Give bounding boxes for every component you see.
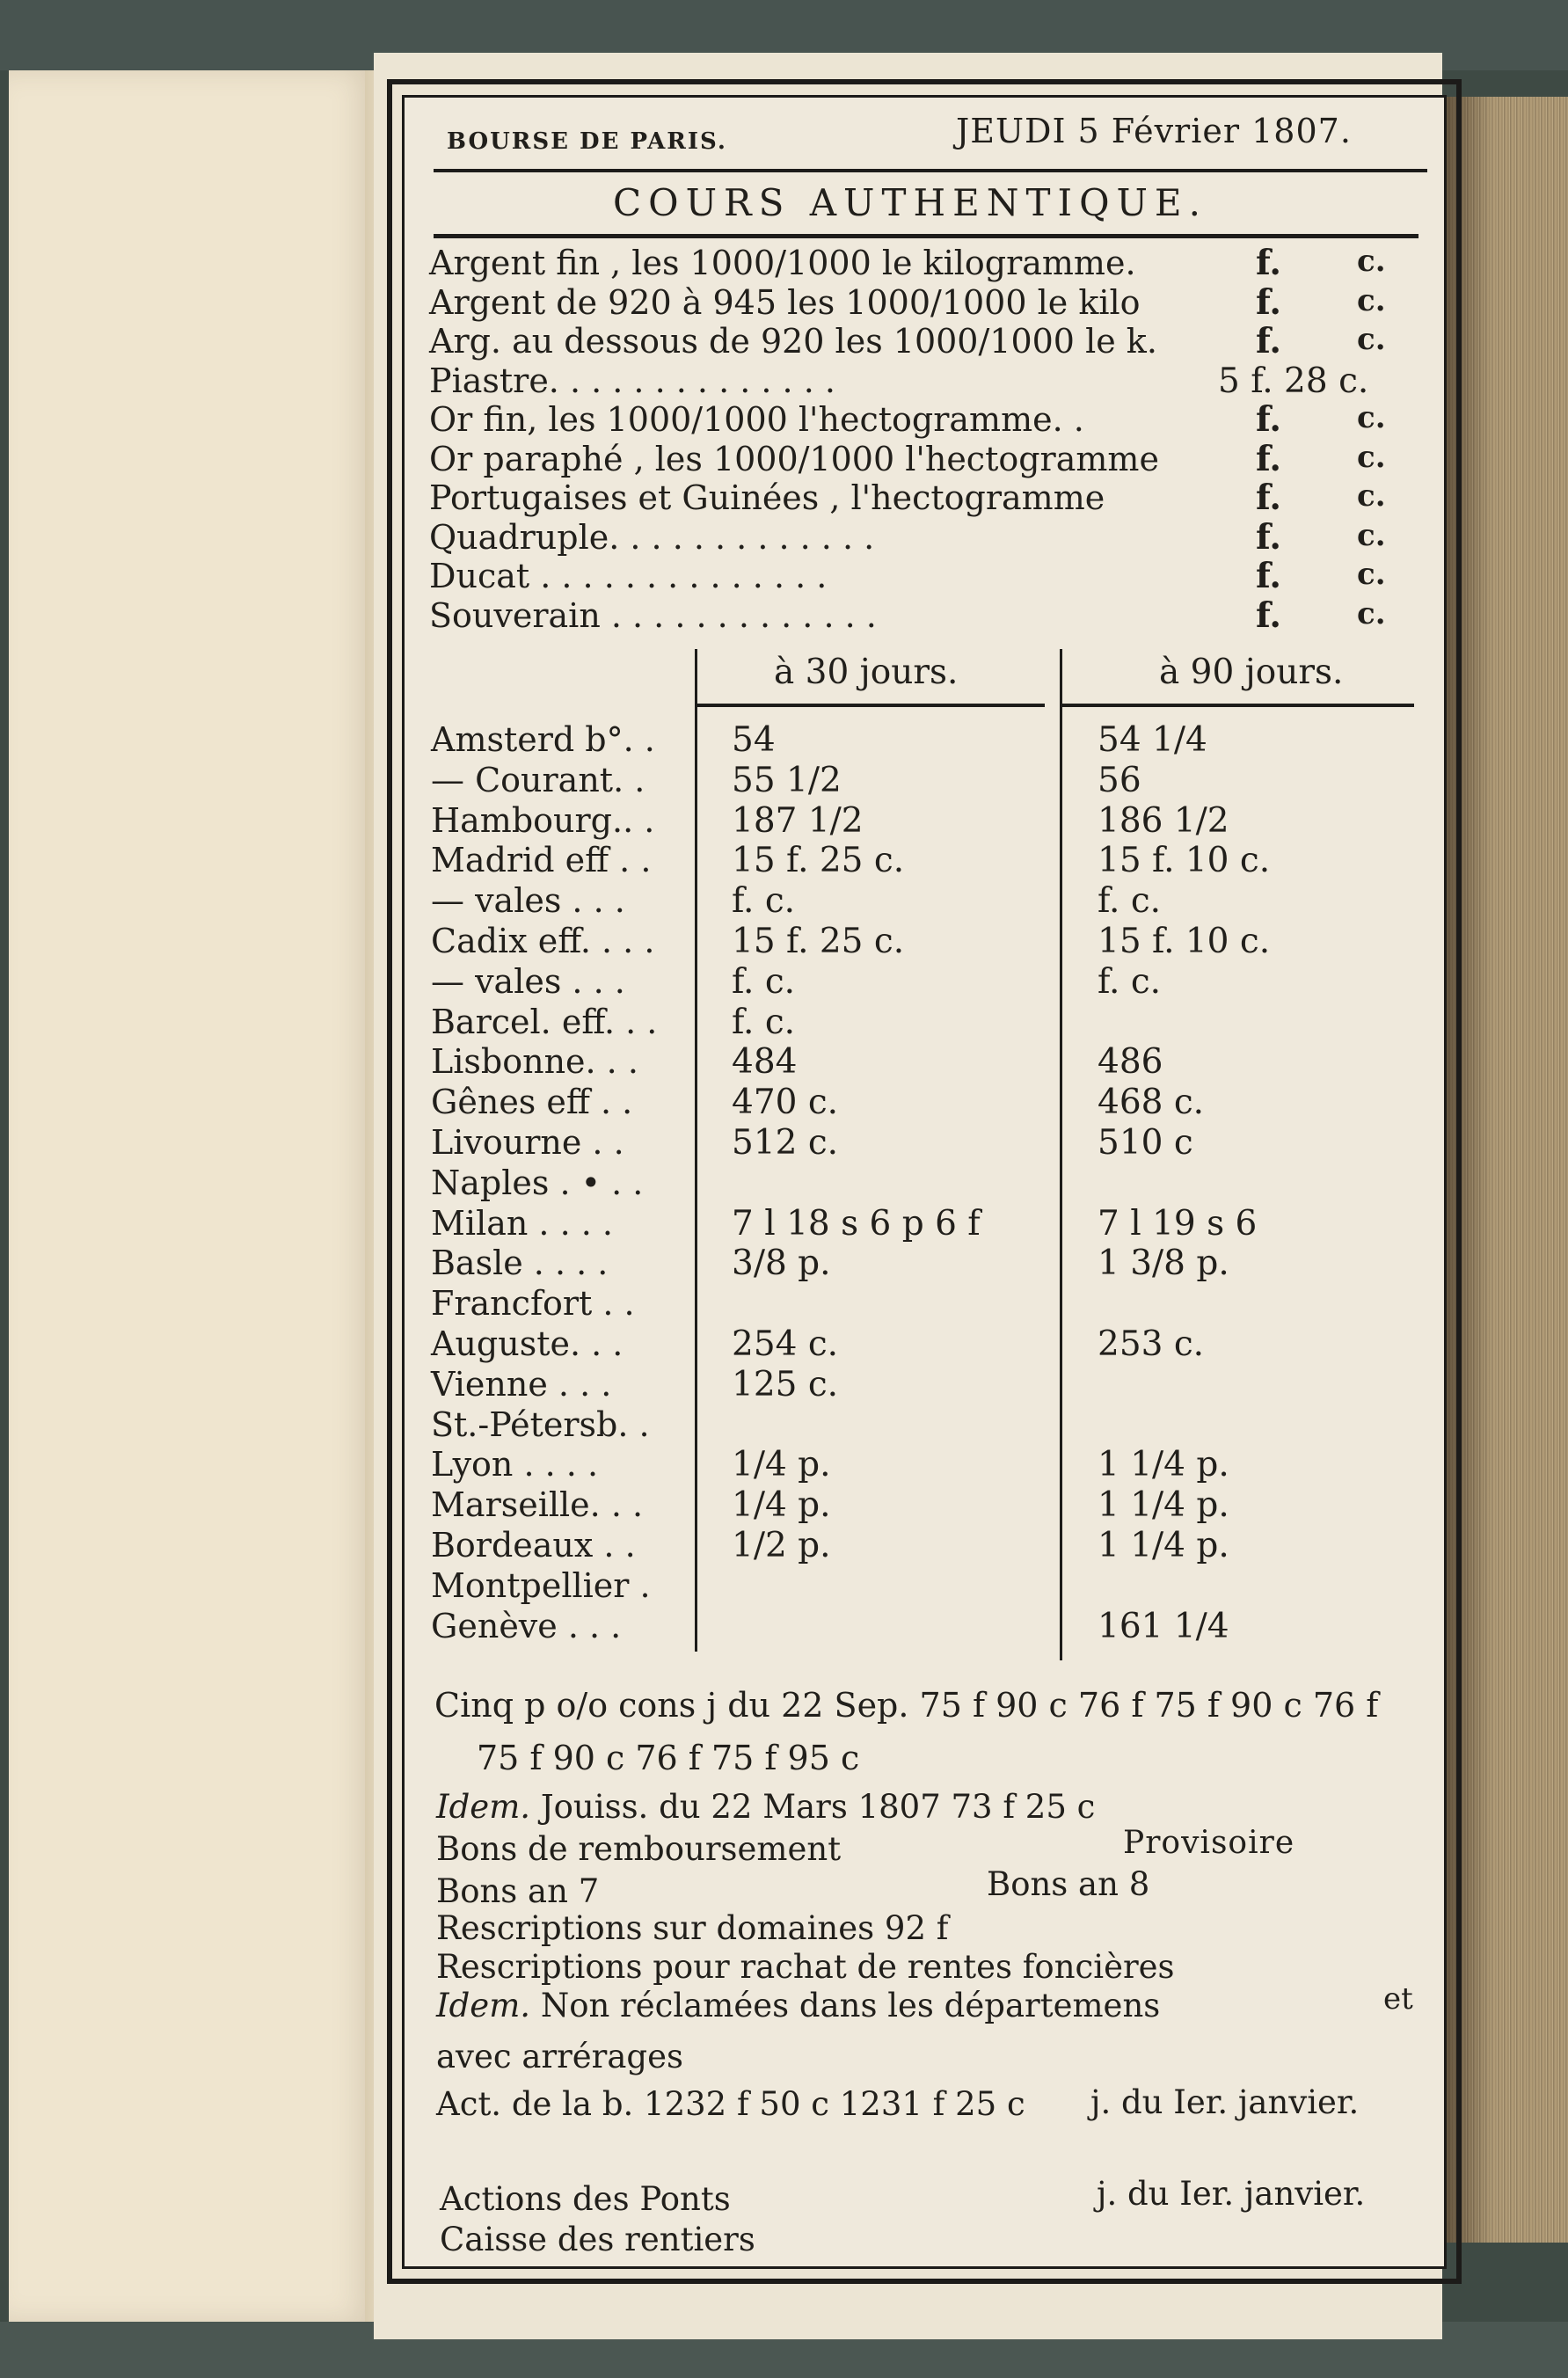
rate-90-days: 1 3/8 p. xyxy=(1098,1244,1229,1284)
rate-30-days: 1/4 p. xyxy=(732,1485,831,1526)
metal-franc-unit: f. xyxy=(1256,478,1281,518)
rate-30-days: f. c. xyxy=(732,1002,796,1042)
metal-centime-unit: c. xyxy=(1357,595,1386,631)
exchange-place: Auguste. . . xyxy=(431,1324,624,1363)
metal-centime-unit: c. xyxy=(1357,244,1386,279)
rate-30-days: 1/2 p. xyxy=(732,1526,831,1565)
rate-90-days: 54 1/4 xyxy=(1098,720,1207,760)
caisse-rentiers: Caisse des rentiers xyxy=(440,2221,755,2258)
metal-label: Arg. au dessous de 920 les 1000/1000 le k. xyxy=(429,322,1157,361)
title-rule xyxy=(434,234,1418,238)
rate-30-days: 15 f. 25 c. xyxy=(732,841,905,881)
metal-franc-unit: f. xyxy=(1256,438,1281,479)
rate-30-days: 7 l 18 s 6 p 6 f xyxy=(732,1203,981,1244)
metal-centime-unit: c. xyxy=(1357,322,1386,357)
header-rule xyxy=(434,169,1427,172)
metal-label: Quadruple. . . . . . . . . . . . . xyxy=(429,517,875,557)
rate-30-days: 15 f. 25 c. xyxy=(732,922,905,961)
idem-jouiss-line xyxy=(436,1788,1096,1826)
left-blank-page xyxy=(9,70,374,2322)
exchange-place: Vienne . . . xyxy=(431,1364,612,1404)
metal-franc-unit: f. xyxy=(1256,281,1281,323)
idem2-text: Non réclamées dans les départemens xyxy=(540,1987,1161,2024)
col-90-days-header: à 90 jours. xyxy=(1159,653,1344,692)
bons-an-7: Bons an 7 xyxy=(436,1872,600,1910)
exchange-place: Bordeaux . . xyxy=(431,1526,636,1565)
rate-30-days: 125 c. xyxy=(732,1364,839,1404)
metal-franc-unit: f. xyxy=(1256,594,1281,636)
exchange-place: Francfort . . xyxy=(431,1284,635,1324)
metal-label: Portugaises et Guinées , l'hectogramme xyxy=(429,478,1105,517)
jouissance-ponts: j. du Ier. janvier. xyxy=(1097,2175,1366,2213)
rate-90-days: 486 xyxy=(1098,1042,1163,1083)
idem-non-reclamees xyxy=(436,1989,1160,2022)
actions-banque: Act. de la b. 1232 f 50 c 1231 f 25 c xyxy=(436,2085,1025,2123)
bons-remboursement: Bons de remboursement xyxy=(436,1830,842,1868)
rate-90-days: 186 1/2 xyxy=(1098,800,1229,841)
idem-jouiss-text: Jouiss. du 22 Mars 1807 73 f 25 c xyxy=(540,1788,1096,1826)
rate-30-days: 484 xyxy=(732,1042,798,1083)
rate-90-days: 15 f. 10 c. xyxy=(1098,922,1271,961)
rate-90-days: 1 1/4 p. xyxy=(1098,1445,1229,1485)
table-rule-middle xyxy=(1060,649,1062,1660)
metal-centime-unit: c. xyxy=(1357,478,1386,514)
rate-90-days: 161 1/4 xyxy=(1098,1606,1229,1646)
actions-ponts: Actions des Ponts xyxy=(440,2180,731,2218)
exchange-place: Cadix eff. . . . xyxy=(431,922,655,960)
rate-90-days: f. c. xyxy=(1098,881,1162,922)
exchange-place: Livourne . . xyxy=(431,1123,624,1162)
exchange-place: Naples . • . . xyxy=(431,1163,644,1202)
idem2-word: Idem. xyxy=(436,1987,531,2024)
exchange-place: St.-Pétersb. . xyxy=(431,1404,650,1444)
rate-30-days: 512 c. xyxy=(732,1123,839,1163)
exchange-place: Hambourg.. . xyxy=(431,800,655,840)
metal-label: Or paraphé , les 1000/1000 l'hectogramme xyxy=(429,439,1159,478)
rate-90-days: 1 1/4 p. xyxy=(1098,1526,1229,1565)
rescriptions-domaines: Rescriptions sur domaines 92 f xyxy=(436,1909,949,1947)
exchange-place: — vales . . . xyxy=(431,881,625,921)
avec-arrerages: avec arrérages xyxy=(436,2038,683,2075)
rate-90-days: f. c. xyxy=(1098,961,1162,1002)
metal-label: Souverain . . . . . . . . . . . . . xyxy=(429,595,877,635)
exchange-place: Marseille. . . xyxy=(431,1485,644,1525)
rate-90-days: 15 f. 10 c. xyxy=(1098,841,1271,881)
cinq-pour-cent-line2: 75 f 90 c 76 f 75 f 95 c xyxy=(477,1739,860,1777)
metal-franc-unit: f. xyxy=(1256,243,1281,283)
rate-30-days: f. c. xyxy=(732,881,796,922)
metal-franc-unit: f. xyxy=(1256,556,1281,596)
exchange-place: Lyon . . . . xyxy=(431,1445,599,1484)
col-30-underline xyxy=(697,704,1045,707)
rate-90-days: 510 c xyxy=(1098,1123,1193,1163)
metal-label: Argent de 920 à 945 les 1000/1000 le kilo xyxy=(429,282,1141,322)
metal-label: Piastre. . . . . . . . . . . . . . xyxy=(429,361,835,400)
metal-label: Ducat . . . . . . . . . . . . . . xyxy=(429,557,828,595)
table-rule-left xyxy=(695,649,697,1652)
col-90-underline xyxy=(1062,704,1414,707)
metal-label: Or fin, les 1000/1000 l'hectogramme. . xyxy=(429,400,1084,439)
exchange-place: — Courant. . xyxy=(431,760,645,799)
metal-centime-unit: c. xyxy=(1357,517,1386,553)
rate-30-days: 470 c. xyxy=(732,1083,839,1123)
bulletin-date: JEUDI 5 Février 1807. xyxy=(956,112,1352,150)
rate-90-days: 468 c. xyxy=(1098,1083,1205,1123)
rate-90-days: 7 l 19 s 6 xyxy=(1098,1203,1258,1244)
rate-30-days: 187 1/2 xyxy=(732,800,864,841)
rate-90-days: 56 xyxy=(1098,760,1141,800)
col-30-days-header: à 30 jours. xyxy=(774,653,959,692)
cinq-pour-cent-line1: Cinq p o/o cons j du 22 Sep. 75 f 90 c 76 f 75 f 90 c 76 f xyxy=(434,1686,1379,1725)
metal-franc-unit: f. xyxy=(1256,321,1281,361)
exchange-place: Amsterd b°. . xyxy=(431,720,655,759)
metal-centime-unit: c. xyxy=(1357,400,1386,435)
et-word: et xyxy=(1383,1981,1413,2017)
bons-an-8: Bons an 8 xyxy=(987,1865,1150,1903)
exchange-place: Milan . . . . xyxy=(431,1203,613,1243)
metal-centime-unit: c. xyxy=(1357,439,1386,475)
metal-franc-unit: f. xyxy=(1256,399,1281,440)
rate-30-days: 54 xyxy=(732,720,776,760)
rate-30-days: 3/8 p. xyxy=(732,1244,831,1284)
idem-word: Idem. xyxy=(436,1788,531,1826)
provisoire: Provisoire xyxy=(1123,1825,1295,1861)
rescriptions-rachat: Rescriptions pour rachat de rentes foncières xyxy=(436,1948,1175,1986)
exchange-name: BOURSE DE PARIS. xyxy=(447,128,727,155)
rate-30-days: f. c. xyxy=(732,961,796,1002)
rate-90-days: 253 c. xyxy=(1098,1324,1205,1364)
metal-franc-unit: f. xyxy=(1256,516,1281,558)
rate-30-days: 1/4 p. xyxy=(732,1445,831,1485)
jouissance-banque: j. du Ier. janvier. xyxy=(1090,2083,1360,2121)
metal-centime-unit: c. xyxy=(1357,282,1386,318)
exchange-place: Lisbonne. . . xyxy=(431,1042,638,1082)
rate-90-days: 1 1/4 p. xyxy=(1098,1485,1229,1526)
rate-30-days: 254 c. xyxy=(732,1324,839,1364)
exchange-place: Madrid eff . . xyxy=(431,841,652,880)
metal-value: 5 f. 28 c. xyxy=(1218,361,1369,401)
exchange-place: Genève . . . xyxy=(431,1606,622,1645)
metal-centime-unit: c. xyxy=(1357,557,1386,592)
exchange-place: Gênes eff . . xyxy=(431,1083,633,1122)
exchange-place: Montpellier . xyxy=(431,1565,651,1605)
page-title: COURS AUTHENTIQUE. xyxy=(613,181,1207,224)
exchange-place: Barcel. eff. . . xyxy=(431,1002,658,1041)
metal-label: Argent fin , les 1000/1000 le kilogramme. xyxy=(429,244,1136,282)
exchange-place: — vales . . . xyxy=(431,961,625,1001)
rate-30-days: 55 1/2 xyxy=(732,760,842,800)
exchange-place: Basle . . . . xyxy=(431,1244,609,1283)
